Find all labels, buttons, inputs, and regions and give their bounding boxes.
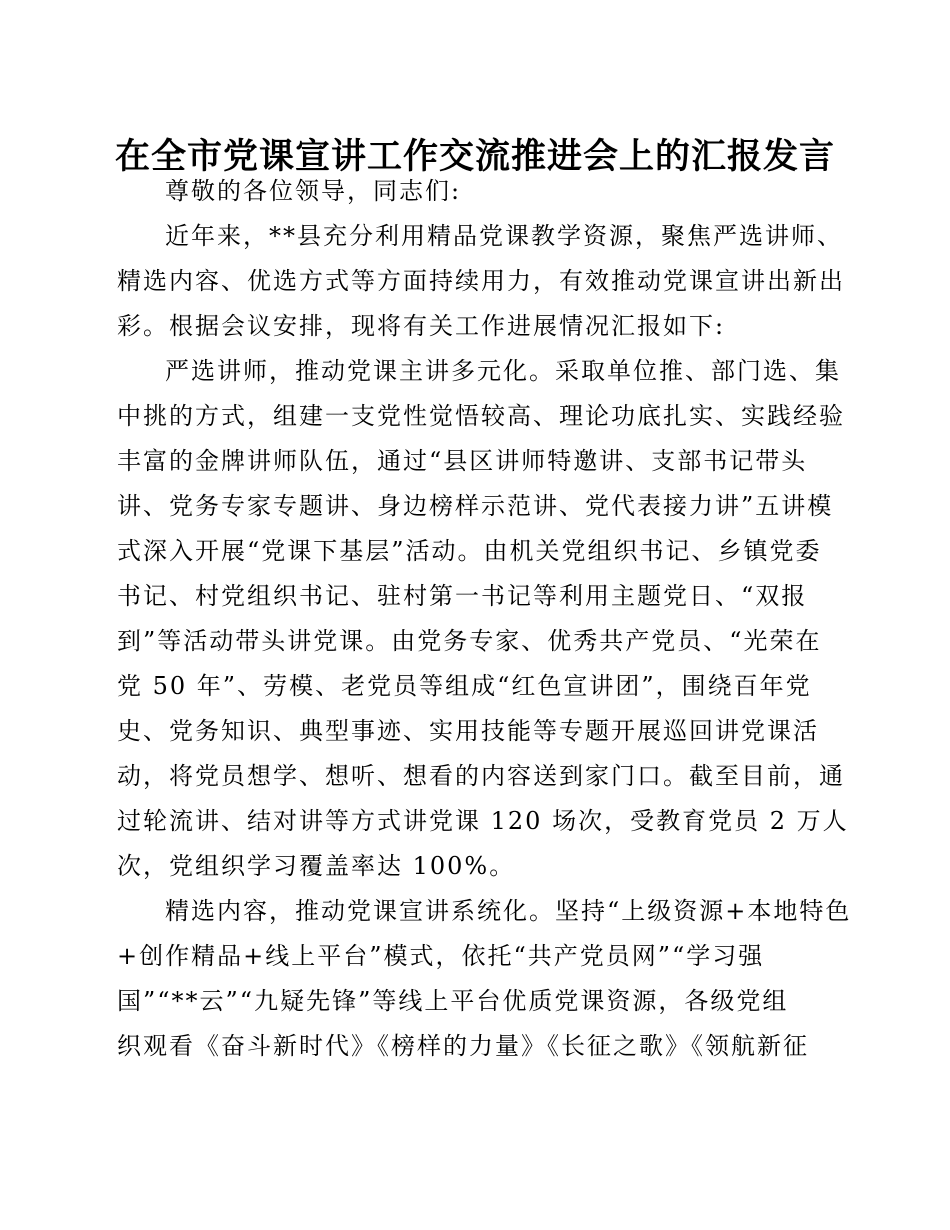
text-line: 到”等活动带头讲党课。由党务专家、优秀共产党员、“光荣在 xyxy=(117,627,822,655)
text-line: 织观看《奋斗新时代》《榜样的力量》《长征之歌》《领航新征 xyxy=(117,1032,809,1060)
text-line: 式深入开展“党课下基层”活动。由机关党组织书记、乡镇党委 xyxy=(117,537,822,565)
salutation-line: 尊敬的各位领导，同志们: xyxy=(165,177,462,205)
text-line: 近年来，**县充分利用精品党课教学资源，聚焦严选讲师、 xyxy=(165,222,843,250)
text-line: 书记、村党组织书记、驻村第一书记等利用主题党日、“双报 xyxy=(117,582,808,610)
text-line: 严选讲师，推动党课主讲多元化。采取单位推、部门选、集 xyxy=(165,357,841,385)
text-line: 史、党务知识、典型事迹、实用技能等专题开展巡回讲党课活 xyxy=(117,717,819,745)
text-line: 讲、党务专家专题讲、身边榜样示范讲、党代表接力讲”五讲模 xyxy=(117,492,834,520)
text-line: +创作精品+线上平台”模式，依托“共产党员网”“学习强 xyxy=(117,942,765,970)
text-line: 动，将党员想学、想听、想看的内容送到家门口。截至目前，通 xyxy=(117,762,845,790)
text-line: 过轮流讲、结对讲等方式讲党课 120 场次，受教育党员 2 万人 xyxy=(117,807,849,835)
text-line: 精选内容，推动党课宣讲系统化。坚持“上级资源+本地特色 xyxy=(165,897,852,925)
document-title: 在全市党课宣讲工作交流推进会上的汇报发言 xyxy=(114,136,835,177)
text-line: 丰富的金牌讲师队伍，通过“县区讲师特邀讲、支部书记带头 xyxy=(117,447,808,475)
text-line: 中挑的方式，组建一支党性觉悟较高、理论功底扎实、实践经验 xyxy=(117,402,845,430)
text-line: 国”“**云”“九疑先锋”等线上平台优质党课资源，各级党组 xyxy=(117,987,789,1015)
text-line: 彩。根据会议安排，现将有关工作进展情况汇报如下: xyxy=(117,312,726,340)
text-line: 精选内容、优选方式等方面持续用力，有效推动党课宣讲出新出 xyxy=(117,267,845,295)
text-line: 次，党组织学习覆盖率达 100%。 xyxy=(117,852,516,880)
text-line: 党 50 年”、劳模、老党员等组成“红色宣讲团”，围绕百年党 xyxy=(117,672,812,700)
